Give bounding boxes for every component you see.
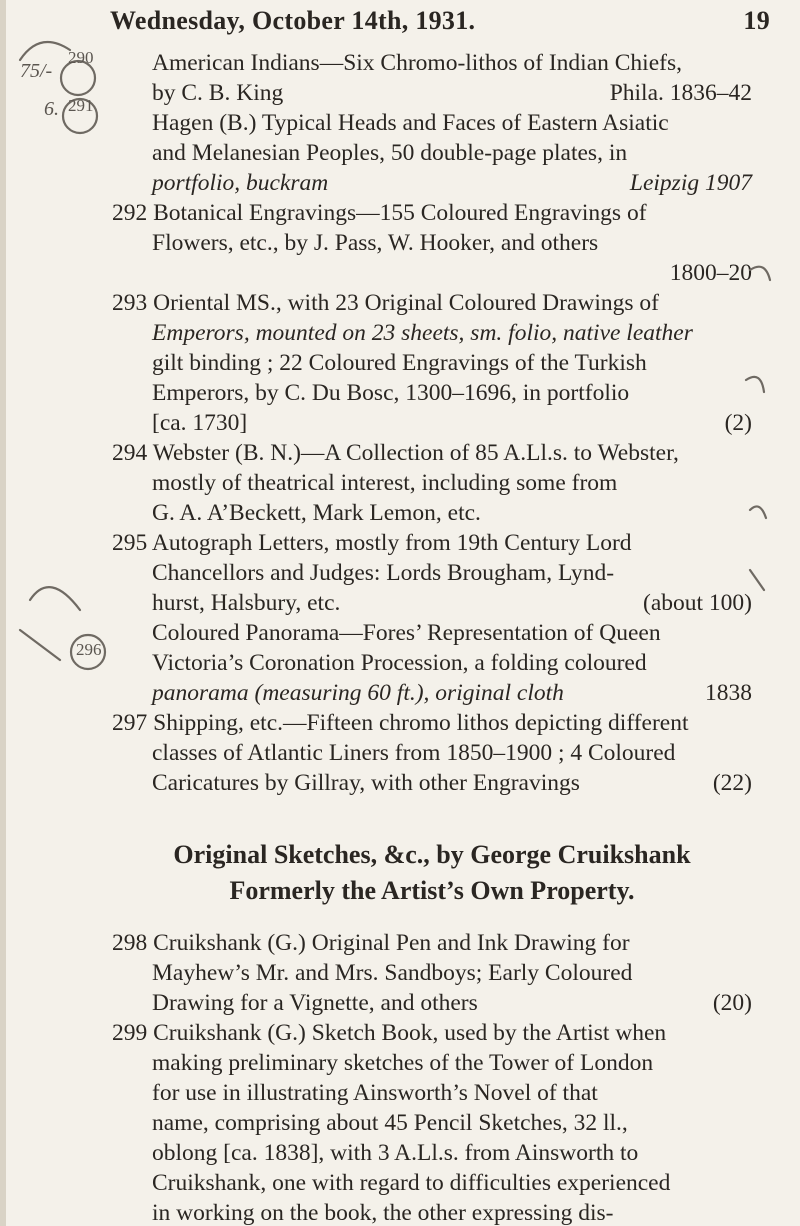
pencil-annotation-290-291 [0,20,110,140]
lot-line [112,1018,752,1048]
lot-line [112,198,752,228]
lot-tail-left: Caricatures by Gillray, with other Engravings [152,770,580,796]
lot-298 [112,928,752,1018]
lot-line: American Indians—Six Chromo-lithos of Indian Chiefs, [152,50,682,76]
lot-tail [112,678,752,708]
lot-tail [112,168,752,198]
pencil-price-annotation [20,48,94,83]
lot-line: mostly of theatrical interest, including some from [152,470,618,496]
lot-line: Emperors, by C. Du Bosc, 1300–1696, in portfolio [152,380,630,406]
lot-number: 298 [112,930,148,956]
lot-299-continued [112,1198,752,1226]
lot-text: Cruikshank (G.) Original Pen and Ink Drawing for [153,930,630,956]
lot-tail-left: Drawing for a Vignette, and others [152,990,478,1016]
lot-line: Cruikshank, one with regard to difficulties experienced [152,1170,671,1196]
lot-293 [112,288,752,438]
pencil-mark-icon [750,267,770,280]
lot-tail [112,408,752,438]
lot-line: gilt binding ; 22 Coloured Engravings of the Turkish [152,350,647,376]
lot-tail-left: hurst, Halsbury, etc. [152,590,341,616]
lot-295 [112,528,752,618]
pencil-number-291: 291 [68,96,94,115]
lot-line: Flowers, etc., by J. Pass, W. Hooker, and others [152,230,599,256]
lot-tail-right: (2) [724,410,752,436]
lot-tail-right: (22) [712,770,752,796]
pencil-annotation-291 [44,96,94,121]
lot-tail [112,988,752,1018]
lot-number: 295 [112,530,148,556]
lot-tail-left: by C. B. King [152,80,284,106]
lot-line: name, comprising about 45 Pencil Sketches, 32 ll., [152,1110,628,1136]
pencil-number-296: 296 [76,640,102,659]
pencil-mark-icon [20,630,60,660]
lot-number: 299 [112,1020,148,1046]
page-number: 19 [743,6,770,35]
annotation-text: 75/- [20,60,53,82]
section-title: Original Sketches, &c., by George Cruikshank [173,840,691,869]
lot-line [112,438,752,468]
lot-line: classes of Atlantic Liners from 1850–1900 ; 4 Coloured [152,740,676,766]
lot-line: Coloured Panorama—Fores’ Representation of Queen [152,620,661,646]
lot-297 [112,708,752,798]
lot-tail-right: 1838 [705,680,752,706]
pencil-mark-icon [30,587,80,610]
page-edge [0,0,6,1226]
lot-number: 292 [112,200,148,226]
lot-tail-left: panorama (measuring 60 ft.), original cloth [152,680,564,706]
lot-tail-left: portfolio, buckram [152,170,329,196]
lot-number: 297 [112,710,148,736]
lot-line: in working on the book, the other expressing dis- [152,1200,614,1226]
pencil-mark-icon [750,570,764,590]
lot-text: Oriental MS., with 23 Original Coloured Drawings of [153,290,659,316]
lot-line: G. A. A’Beckett, Mark Lemon, etc. [152,500,481,526]
lot-290 [112,48,752,108]
lot-line [112,928,752,958]
pencil-mark-icon [20,42,70,60]
lot-line: making preliminary sketches of the Tower of London [152,1050,654,1076]
lot-text: Botanical Engravings—155 Coloured Engravings of [153,200,647,226]
annotation-text: 6. [44,98,59,120]
lot-line: Victoria’s Coronation Procession, a folding coloured [152,650,647,676]
lot-299 [112,1018,752,1198]
lot-tail [112,768,752,798]
lot-number: 294 [112,440,148,466]
lot-tail [112,78,752,108]
lot-291 [112,108,752,198]
lot-line [112,708,752,738]
lot-tail-right: 1800–20 [669,260,752,286]
pencil-number-290: 290 [68,48,94,67]
lot-line: oblong [ca. 1838], with 3 A.Ll.s. from Ainsworth to [152,1140,639,1166]
page-header [110,6,770,36]
lot-line: Hagen (B.) Typical Heads and Faces of Eastern Asiatic [152,110,669,136]
lot-line: and Melanesian Peoples, 50 double-page plates, in [152,140,628,166]
lot-text: Shipping, etc.—Fifteen chromo lithos depicting different [153,710,689,736]
lot-line: for use in illustrating Ainsworth’s Novel of that [152,1080,598,1106]
lot-text: Webster (B. N.)—A Collection of 85 A.Ll.s. to Webster, [152,440,679,466]
section-subtitle: Formerly the Artist’s Own Property. [229,876,635,905]
lot-tail-right: (20) [712,990,752,1016]
lot-line [112,528,752,558]
header-date: Wednesday, October 14th, 1931. [110,6,476,35]
lot-tail-right: Leipzig 1907 [629,170,752,196]
lot-292 [112,198,752,288]
lot-tail-left: [ca. 1730] [152,410,248,436]
lot-number: 293 [112,290,148,316]
lot-296 [112,618,752,708]
lot-line [112,288,752,318]
pencil-mark-icon [750,506,766,518]
lot-line: Mayhew’s Mr. and Mrs. Sandboys; Early Coloured [152,960,633,986]
lot-line: Emperors, mounted on 23 sheets, sm. folio, native leather [152,320,693,346]
lot-line: Chancellors and Judges: Lords Brougham, Lynd- [152,560,615,586]
pencil-annotation-296 [0,580,120,690]
lot-tail-right: Phila. 1836–42 [609,80,752,106]
lot-tail [112,588,752,618]
lot-text: Autograph Letters, mostly from 19th Century Lord [151,530,632,556]
lot-tail-right: (about 100) [643,590,752,616]
lot-text: Cruikshank (G.) Sketch Book, used by the Artist when [153,1020,667,1046]
lot-294 [112,438,752,528]
